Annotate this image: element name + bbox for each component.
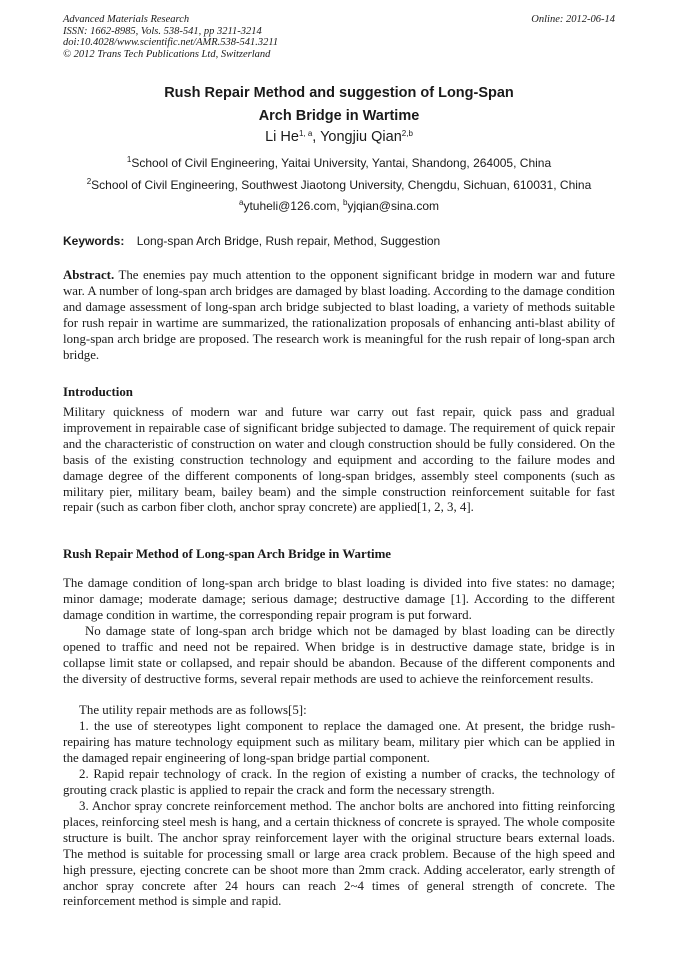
email-b-sup: b — [343, 198, 348, 207]
title-line-1: Rush Repair Method and suggestion of Long-Span — [164, 85, 514, 101]
affiliation-1-text: School of Civil Engineering, Yaitai University, Yantai, Shandong, 264005, China — [131, 156, 552, 170]
keywords-text: Long-span Arch Bridge, Rush repair, Method, Suggestion — [136, 234, 441, 248]
author-list — [63, 128, 615, 146]
repair-method-2: 2. Rapid repair technology of crack. In the region of existing a number of cracks, the technology of grouting crack plastic is applied to repair the crack and form the necessary strength. — [63, 767, 615, 797]
introduction-text: Military quickness of modern war and future war carry out fast repair, quick pass and gradual improvement in repairable case of significant bridge subjected to damage. The requirement of quick repair and the characteristic of construction on water and clough construction should be fully considered. On the basis of the existing construction technology and equipment and according to the failure modes and damage degree of the different components of long-span bridges, assembly steel components (such as military pier, military beam, bailey beam) and the simple construction reinforcement suitable for fast repair (such as carbon fiber cloth, anchor spray concrete) are applied[1, 2, 3, 4]. — [63, 405, 615, 515]
journal-name: Advanced Materials Research — [63, 14, 190, 25]
introduction-heading: Introduction — [63, 385, 133, 399]
author-1: Li He — [265, 129, 299, 145]
keywords — [63, 234, 440, 248]
email-a: ytuheli@126.com, — [243, 199, 343, 213]
abstract-label: Abstract. — [63, 268, 115, 282]
email-line — [63, 199, 615, 213]
online-date: Online: 2012-06-14 — [531, 14, 615, 25]
repair-method-1: 1. the use of stereotypes light component to replace the damaged one. At present, the bridge rush-repairing has mature technology equipment such as military beam, military pier which can be applied in the damaged repair engineering of long-span bridge partial component. — [63, 719, 615, 765]
rush-repair-paragraph-3: The utility repair methods are as follows[5]: — [79, 703, 307, 717]
email-b: yjqian@sina.com — [347, 199, 440, 213]
repair-method-3: 3. Anchor spray concrete reinforcement method. The anchor bolts are anchored into fitting reinforcing places, reinforcing steel mesh is hang, and a certain thickness of concrete is sprayed. The whole composite structure is built. The anchor spray reinforcement layer with the original structure bears external loads. The method is suitable for processing small or large area crack problem. Because of the high speed and high pressure, ejecting concrete can be shoot more than 2mm crack. Adding accelerator, early strength of anchor spray concrete after 24 hours can reach 2~4 times of general strength of concrete. The reinforcement method is simple and rapid. — [63, 799, 615, 909]
author-2-sup: 2,b — [401, 129, 413, 138]
abstract-text: The enemies pay much attention to the opponent significant bridge in modern war and future war. A number of long-span arch bridges are damaged by blast loading. According to the damage condition and damage assessment of long-span arch bridge subjected to blast loading, a variety of methods suitable for rush repair in wartime are summarized, the rationalization proposals of enhancing anti-blast ability of long-span arch bridge are proposed. The research work is meaningful for the rush repair of long-span arch bridge. — [63, 268, 615, 362]
section-heading-rush-repair: Rush Repair Method of Long-span Arch Bridge in Wartime — [63, 547, 392, 561]
keywords-label: Keywords: — [63, 234, 125, 248]
paper-title — [63, 82, 615, 128]
journal-header — [63, 14, 615, 60]
rush-repair-paragraph-2: No damage state of long-span arch bridge which not be damaged by blast loading can be directly opened to traffic and need not be repaired. When bridge is in destructive damage state, bridge is in collapse limit state or collapsed, and repair should be abandon. Because of the different components and the diversity of destructive forms, several repair methods are used to achieve the reinforcement results. — [63, 624, 615, 686]
copyright-line: © 2012 Trans Tech Publications Ltd, Switzerland — [63, 48, 271, 60]
doi-line: doi:10.4028/www.scientific.net/AMR.538-541.3211 — [63, 37, 279, 48]
title-line-2: Arch Bridge in Wartime — [258, 108, 420, 124]
affiliation-2-text: School of Civil Engineering, Southwest Jiaotong University, Chengdu, Sichuan, 610031, China — [91, 178, 592, 192]
affiliation-1 — [63, 156, 615, 170]
abstract — [63, 268, 615, 363]
author-2: Yongjiu Qian — [320, 129, 402, 145]
author-1-sup: 1, a — [298, 129, 313, 138]
affiliation-1-sup: 1 — [126, 155, 132, 164]
author-separator: , — [312, 129, 321, 145]
rush-repair-paragraph-1: The damage condition of long-span arch bridge to blast loading is divided into five states: no damage; minor damage; moderate damage; serious damage; destructive damage [1]. According to the different damage condition in wartime, the corresponding repair program is put forward. — [63, 576, 615, 622]
affiliation-2 — [63, 178, 615, 192]
issn-line: ISSN: 1662-8985, Vols. 538-541, pp 3211-3214 — [63, 25, 262, 37]
affiliation-2-sup: 2 — [86, 177, 92, 186]
email-a-sup: a — [238, 198, 244, 207]
